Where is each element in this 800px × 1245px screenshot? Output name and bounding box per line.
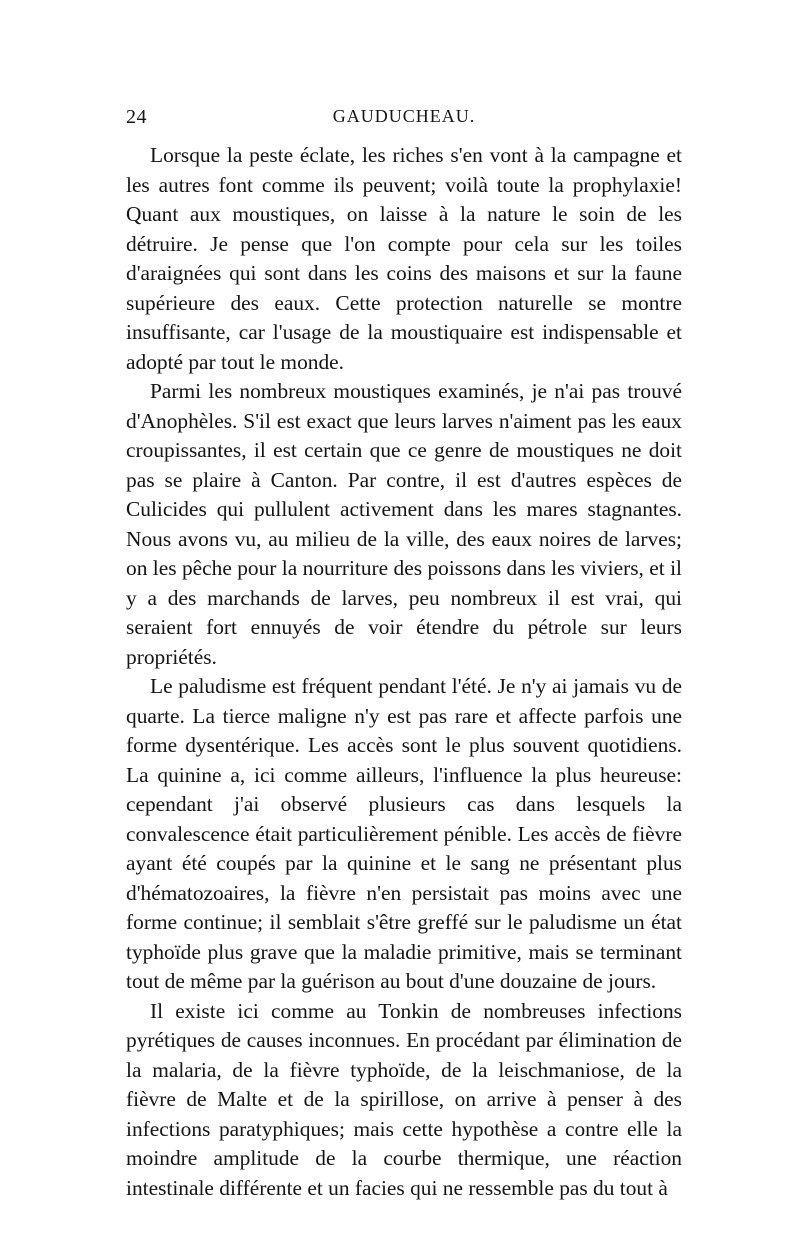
page-header (126, 106, 682, 136)
paragraph-2: Parmi les nombreux moustiques examinés, je n'ai pas trouvé d'Anophèles. S'il est exact que leurs larves n'aiment pas les eaux croupissantes, il est certain que ce genre de moustiques ne doit pas se plaire à Canton. Par contre, il est d'autres espèces de Culicides qui pullulent activement dans les mares stagnantes. Nous avons vu, au milieu de la ville, des eaux noires de larves; on les pêche pour la nourriture des poissons dans les viviers, et il y a des marchands de larves, peu nombreux il est vrai, qui seraient fort ennuyés de voir étendre du pétrole sur leurs propriétés. (126, 379, 682, 669)
running-head: GAUDUCHEAU. (332, 106, 476, 126)
page-number: 24 (126, 106, 147, 128)
paragraph-1: Lorsque la peste éclate, les riches s'en vont à la campagne et les autres font comme ils peuvent; voilà toute la prophylaxie! Quant aux moustiques, on laisse à la nature le soin de les détruire. Je pense que l'on compte pour cela sur les toiles d'araignées qui sont dans les coins des maisons et sur la faune supérieure des eaux. Cette protection naturelle se montre insuffisante, car l'usage de la moustiquaire est indispensable et adopté par tout le monde. (126, 143, 682, 374)
paragraph-3: Le paludisme est fréquent pendant l'été. Je n'y ai jamais vu de quarte. La tierce maligne n'y est pas rare et affecte parfois une forme dysentérique. Les accès sont le plus souvent quotidiens. La quinine a, ici comme ailleurs, l'influence la plus heureuse: cependant j'ai observé plusieurs cas dans lesquels la convalescence était particulièrement pénible. Les accès de fièvre ayant été coupés par la quinine et le sang ne présentant plus d'hématozoaires, la fièvre n'en persistait pas moins avec une forme continue; il semblait s'être greffé sur le paludisme un état typhoïde plus grave que la maladie primitive, mais se terminant tout de même par la guérison au bout d'une douzaine de jours. (126, 674, 682, 993)
body-text (126, 141, 682, 1203)
paragraph-4: Il existe ici comme au Tonkin de nombreuses infections pyrétiques de causes inconnues. En procédant par élimination de la malaria, de la fièvre typhoïde, de la leischmaniose, de la fièvre de Malte et de la spirillose, on arrive à penser à des infections paratyphiques; mais cette hypothèse a contre elle la moindre amplitude de la courbe thermique, une réaction intestinale différente et un facies qui ne ressemble pas du tout à (126, 998, 682, 1200)
